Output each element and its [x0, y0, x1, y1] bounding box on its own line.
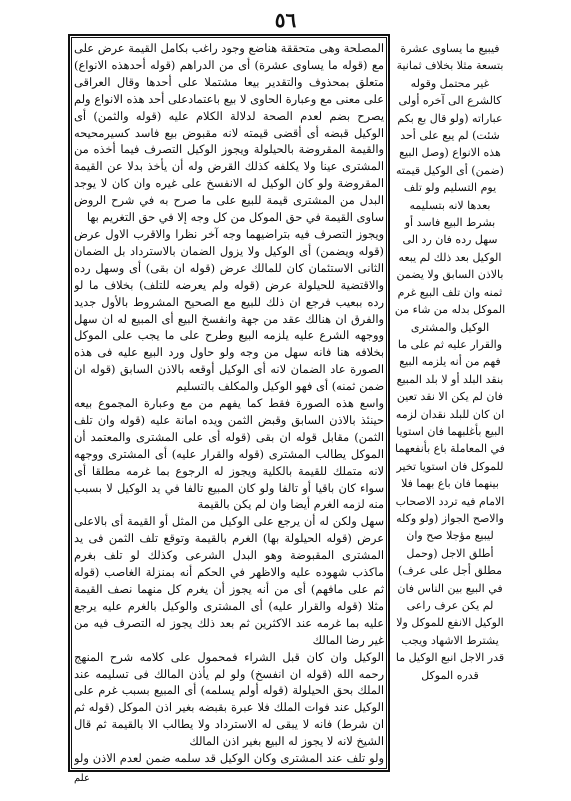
main-paragraph: ويجوز التصرف فيه بتراضيهما وجه آخر نظرا والاقرب الاول عرض (قوله ويضمن) أى الوكيل ولا يزول الضمان بالاسترداد بل الضمان الثانى الاستئمان كان للمالك عرض (قوله ان بقى) أى وسهل رده والاقتضية للحيلولة عرض (قوله ولم يعرضه للتلف) بخلاف ما لو رده ببعيب فرجع ان ذلك للبيع مع الصحيح المشروط بالأول جديد والفرق ان هنالك عقد من جهة وانفسخ البيع أى المبيع له ان سهل ووجهه الشرع عليه يلزمه البيع وطرح على ما يجب على الموكل بخلافه هنا فانه سهل من وجه ولو حاول ورد البيع عليه فى هذه الصورة عاد الضمان لانه أى الوكيل أوقعه بالاذن السابق (قوله ان ضمن ثمنه) أى فهو الوكيل والمكلف بالتسليم — [74, 226, 384, 394]
main-commentary-text — [74, 40, 384, 765]
main-paragraph: ولو تلف عند المشترى وكان الوكيل قد سلمه ضمن لعدم الاذن ولو — [74, 751, 384, 765]
margin-paragraph: فيبيع ما يساوى عشرة بتسعة مثلا بخلاف ثمانية غير محتمل وقوله كالشرع الى آخره أولى عباراته (ولو قال بع بكم شئت) لم يبع على أحد هذه الانواع (وصل البيع (ضمن) أى الوكيل قيمته يوم التسليم ولو تلف بعدها لانه بتسليمه بشرط البيع فاسد أو سهل رده فان رد الى الوكيل بعد ذلك لم يبعه بالاذن السابق ولا يضمن ثمنه وان تلف البيع غرم الموكل بدله من شاء من الوكيل والمشترى والقرار عليه ثم على ما فهم من أنه يلزمه البيع بنقد البلد أو لا بلد المبيع فان لم يكن الا نقد تعين ان كان للبلد نقدان لزمه البيع بأغلبهما فان استويا في المعاملة باع بأنفعهما للموكل فان استويا تخير بينهما فان باع بهما فلا الامام فيه تردد الاصحاب والاصح الجواز (ولو وكله ليبيع مؤجلا صح وان أطلق الاجل (وحمل مطلق أجل على عرف) في البيع بين الناس فان لم يكن عرف راعى الوكيل الانفع للموكل ولا يشترط الاشهاد ويجب قدر الاجل انبع الوكيل ما قدره الموكل — [394, 42, 506, 682]
margin-base-text — [394, 40, 506, 780]
main-paragraph: الوكيل وان كان قبل الشراء فمحمول على كلامه شرح المنهج رحمه الله (قوله ان انفسخ) ولو لم يأذن المالك فى تسليمه عند الملك بحق الحيلولة (قوله أولم يسلمه) أى المبيع بسبب غرم على الوكيل عند فوات الملك فلا عبرة بقبضه بغير اذن الموكل (قوله ثم ان شرط) فانه لا يبقى له الاسترداد ولا يطالب الا بالقيمة ثم قال الشيخ لانه لا يجوز له البيع بغير اذن المالك — [74, 649, 384, 749]
catchword: علم — [74, 773, 90, 784]
main-paragraph: سهل ولكن له أن يرجع على الوكيل من المثل أو القيمة أى بالاعلى عرض (قوله الحيلولة بها) الغرم بالقيمة وتوقع تلف الثمن فى يد المشترى المقبوضة وهو البدل الشرعى وكذلك لو تلف بغرم ماكذب شهوده عليه والاظهر في الحكم أنه بمنزلة الغاصب (قوله ثم على مافهم) أى من أنه يجوز أن يغرم كل منهما نصف القيمة مثلا (قوله والقرار عليه) أى المشترى والوكيل بالغرم عليه يرجع عليه بما غرمه عند الاكثرين ثم بعد ذلك يجوز له التصرف فيه من غير رضا المالك — [74, 514, 384, 647]
page-number: ٥٦ — [274, 8, 297, 32]
main-paragraph: واسع هذه الصورة فقط كما يفهم من مع وعبارة المجموع بيعه حينئذ بالاذن السابق وقبض الثمن ويده امانة عليه (قوله وان تلف الثمن) مقابل قوله ان بقى (قوله أى على المشترى والمعتمد أن الموكل يطالب المشترى (قوله والقرار عليه) أى المشترى ووجهه لانه متملك للقيمة بالكلية ويجوز له الرجوع بما غرمه مطلقا أى سواء كان باقيا أو تالفا ولو كان المبيع تالفا في يد الوكيل لا بسبب منه لزمه الغرم أيضا وان لم يكن بالقيمة — [74, 396, 384, 512]
main-paragraph: المصلحة وهى متحققة هناضع وجود راغب بكامل القيمة عرض على مع (قوله ما يساوى عشرة) أى من الدراهم (قوله أحدهذه الانواع) متعلق بمحذوف والتقدير بيعا مشتملا على أحدها وقال العراقى على معنى مع وعبارة الحاوى لا بيع باعتمادعلى أحد هذه الانواع ولم يصرح بضم لعدم الصحة لدلالة الكلام عليه (قوله والثمن) أى الوكيل قبضه أى أقضى قيمته لانه مقبوض بيع فاسد كسيرمحيحه والقيمة المقروضة بالحيلولة ويجوز الوكيل التصرف فيما أخذه من المشترى عينا ولا يكلفه كذلك القرض وله أن يأخذ بدلا عن القيمة المقروضة ولو كان الوكيل له الانفسخ على غيره وان كان لا يوجد البدل من المشترى قيمة للبيع على ما صرح به في شرح الروض ساوى القيمة في حق الموكل من كل وجه إلا في حق التغريم بها — [74, 41, 384, 225]
